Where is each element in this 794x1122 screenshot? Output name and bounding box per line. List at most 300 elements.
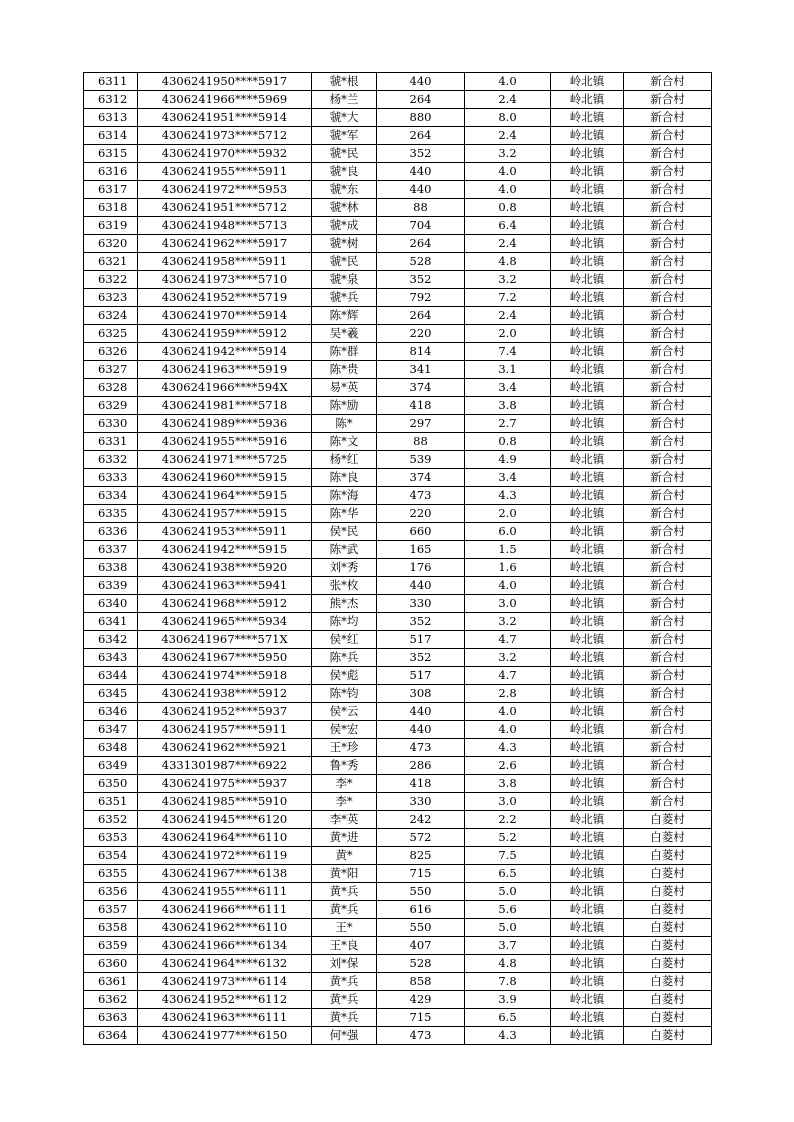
- name-cell: 黄*阳: [312, 865, 377, 883]
- name-cell: 吴*羲: [312, 325, 377, 343]
- table-row: [84, 325, 712, 343]
- table-row: [84, 577, 712, 595]
- village-cell: 新合村: [624, 289, 712, 307]
- village-cell: 新合村: [624, 145, 712, 163]
- town-cell: 岭北镇: [551, 775, 624, 793]
- id-number-cell: 4306241955****6111: [138, 883, 312, 901]
- amount-cell: 473: [377, 487, 465, 505]
- village-cell: 新合村: [624, 415, 712, 433]
- name-cell: 虢*良: [312, 163, 377, 181]
- village-cell: 新合村: [624, 523, 712, 541]
- village-cell: 白菱村: [624, 973, 712, 991]
- id-number-cell: 4306241963****6111: [138, 1009, 312, 1027]
- name-cell: 虢*民: [312, 145, 377, 163]
- village-cell: 白菱村: [624, 883, 712, 901]
- id-number-cell: 4306241963****5919: [138, 361, 312, 379]
- area-cell: 4.8: [465, 955, 551, 973]
- area-cell: 6.5: [465, 865, 551, 883]
- row-number-cell: 6349: [84, 757, 138, 775]
- village-cell: 新合村: [624, 271, 712, 289]
- village-cell: 新合村: [624, 721, 712, 739]
- name-cell: 虢*东: [312, 181, 377, 199]
- name-cell: 陈*海: [312, 487, 377, 505]
- area-cell: 3.4: [465, 469, 551, 487]
- town-cell: 岭北镇: [551, 559, 624, 577]
- area-cell: 4.0: [465, 721, 551, 739]
- village-cell: 白菱村: [624, 937, 712, 955]
- id-number-cell: 4306241948****5713: [138, 217, 312, 235]
- row-number-cell: 6340: [84, 595, 138, 613]
- amount-cell: 792: [377, 289, 465, 307]
- village-cell: 新合村: [624, 253, 712, 271]
- name-cell: 何*强: [312, 1027, 377, 1045]
- village-cell: 白菱村: [624, 865, 712, 883]
- table-row: [84, 289, 712, 307]
- table-row: [84, 919, 712, 937]
- name-cell: 刘*秀: [312, 559, 377, 577]
- table-row: [84, 433, 712, 451]
- village-cell: 新合村: [624, 235, 712, 253]
- table-row: [84, 73, 712, 91]
- row-number-cell: 6328: [84, 379, 138, 397]
- village-cell: 新合村: [624, 91, 712, 109]
- area-cell: 4.0: [465, 703, 551, 721]
- name-cell: 陈*辉: [312, 307, 377, 325]
- amount-cell: 297: [377, 415, 465, 433]
- table-row: [84, 811, 712, 829]
- id-number-cell: 4306241964****6110: [138, 829, 312, 847]
- village-cell: 新合村: [624, 649, 712, 667]
- town-cell: 岭北镇: [551, 667, 624, 685]
- town-cell: 岭北镇: [551, 1009, 624, 1027]
- amount-cell: 440: [377, 721, 465, 739]
- amount-cell: 407: [377, 937, 465, 955]
- name-cell: 虢*兵: [312, 289, 377, 307]
- village-cell: 新合村: [624, 739, 712, 757]
- area-cell: 3.9: [465, 991, 551, 1009]
- id-number-cell: 4306241973****5710: [138, 271, 312, 289]
- area-cell: 1.6: [465, 559, 551, 577]
- row-number-cell: 6356: [84, 883, 138, 901]
- village-cell: 白菱村: [624, 901, 712, 919]
- area-cell: 5.2: [465, 829, 551, 847]
- table-row: [84, 649, 712, 667]
- town-cell: 岭北镇: [551, 361, 624, 379]
- area-cell: 6.5: [465, 1009, 551, 1027]
- name-cell: 黄*兵: [312, 991, 377, 1009]
- name-cell: 陈*华: [312, 505, 377, 523]
- row-number-cell: 6320: [84, 235, 138, 253]
- town-cell: 岭北镇: [551, 307, 624, 325]
- row-number-cell: 6312: [84, 91, 138, 109]
- area-cell: 2.4: [465, 127, 551, 145]
- table-row: [84, 127, 712, 145]
- row-number-cell: 6345: [84, 685, 138, 703]
- table-row: [84, 667, 712, 685]
- table-row: [84, 901, 712, 919]
- name-cell: 熊*杰: [312, 595, 377, 613]
- area-cell: 4.3: [465, 739, 551, 757]
- village-cell: 新合村: [624, 307, 712, 325]
- id-number-cell: 4306241952****5937: [138, 703, 312, 721]
- village-cell: 白菱村: [624, 991, 712, 1009]
- row-number-cell: 6341: [84, 613, 138, 631]
- area-cell: 3.2: [465, 613, 551, 631]
- id-number-cell: 4306241962****5921: [138, 739, 312, 757]
- table-row: [84, 541, 712, 559]
- row-number-cell: 6313: [84, 109, 138, 127]
- id-number-cell: 4306241957****5911: [138, 721, 312, 739]
- area-cell: 3.2: [465, 145, 551, 163]
- town-cell: 岭北镇: [551, 991, 624, 1009]
- town-cell: 岭北镇: [551, 757, 624, 775]
- table-row: [84, 379, 712, 397]
- table-row: [84, 343, 712, 361]
- area-cell: 2.4: [465, 307, 551, 325]
- village-cell: 新合村: [624, 343, 712, 361]
- amount-cell: 440: [377, 703, 465, 721]
- amount-cell: 473: [377, 1027, 465, 1045]
- village-cell: 新合村: [624, 127, 712, 145]
- village-cell: 新合村: [624, 577, 712, 595]
- row-number-cell: 6358: [84, 919, 138, 937]
- amount-cell: 418: [377, 775, 465, 793]
- town-cell: 岭北镇: [551, 253, 624, 271]
- village-cell: 新合村: [624, 505, 712, 523]
- table-row: [84, 523, 712, 541]
- row-number-cell: 6318: [84, 199, 138, 217]
- area-cell: 2.6: [465, 757, 551, 775]
- row-number-cell: 6364: [84, 1027, 138, 1045]
- town-cell: 岭北镇: [551, 793, 624, 811]
- id-number-cell: 4306241950****5917: [138, 73, 312, 91]
- town-cell: 岭北镇: [551, 163, 624, 181]
- name-cell: 张*枚: [312, 577, 377, 595]
- name-cell: 鲁*秀: [312, 757, 377, 775]
- village-cell: 白菱村: [624, 919, 712, 937]
- name-cell: 侯*宏: [312, 721, 377, 739]
- area-cell: 3.4: [465, 379, 551, 397]
- amount-cell: 517: [377, 667, 465, 685]
- id-number-cell: 4306241962****5917: [138, 235, 312, 253]
- row-number-cell: 6334: [84, 487, 138, 505]
- name-cell: 李*英: [312, 811, 377, 829]
- village-cell: 新合村: [624, 703, 712, 721]
- id-number-cell: 4306241973****6114: [138, 973, 312, 991]
- table-row: [84, 469, 712, 487]
- town-cell: 岭北镇: [551, 649, 624, 667]
- table-row: [84, 631, 712, 649]
- area-cell: 2.7: [465, 415, 551, 433]
- village-cell: 新合村: [624, 433, 712, 451]
- row-number-cell: 6361: [84, 973, 138, 991]
- id-number-cell: 4306241938****5920: [138, 559, 312, 577]
- town-cell: 岭北镇: [551, 883, 624, 901]
- town-cell: 岭北镇: [551, 829, 624, 847]
- row-number-cell: 6311: [84, 73, 138, 91]
- row-number-cell: 6332: [84, 451, 138, 469]
- table-row: [84, 865, 712, 883]
- table-row: [84, 199, 712, 217]
- name-cell: 侯*彪: [312, 667, 377, 685]
- id-number-cell: 4306241959****5912: [138, 325, 312, 343]
- town-cell: 岭北镇: [551, 487, 624, 505]
- amount-cell: 220: [377, 325, 465, 343]
- town-cell: 岭北镇: [551, 811, 624, 829]
- row-number-cell: 6338: [84, 559, 138, 577]
- id-number-cell: 4306241957****5915: [138, 505, 312, 523]
- row-number-cell: 6352: [84, 811, 138, 829]
- id-number-cell: 4306241967****5950: [138, 649, 312, 667]
- village-cell: 白菱村: [624, 1009, 712, 1027]
- name-cell: 王*良: [312, 937, 377, 955]
- village-cell: 新合村: [624, 379, 712, 397]
- table-row: [84, 145, 712, 163]
- area-cell: 4.8: [465, 253, 551, 271]
- table-row: [84, 181, 712, 199]
- amount-cell: 341: [377, 361, 465, 379]
- id-number-cell: 4306241975****5937: [138, 775, 312, 793]
- town-cell: 岭北镇: [551, 289, 624, 307]
- town-cell: 岭北镇: [551, 397, 624, 415]
- id-number-cell: 4306241970****5932: [138, 145, 312, 163]
- name-cell: 虢*根: [312, 73, 377, 91]
- town-cell: 岭北镇: [551, 235, 624, 253]
- table-row: [84, 559, 712, 577]
- row-number-cell: 6330: [84, 415, 138, 433]
- data-table: [83, 72, 712, 1045]
- name-cell: 虢*树: [312, 235, 377, 253]
- name-cell: 侯*红: [312, 631, 377, 649]
- town-cell: 岭北镇: [551, 271, 624, 289]
- row-number-cell: 6321: [84, 253, 138, 271]
- id-number-cell: 4306241989****5936: [138, 415, 312, 433]
- table-row: [84, 451, 712, 469]
- village-cell: 新合村: [624, 397, 712, 415]
- area-cell: 4.0: [465, 73, 551, 91]
- table-row: [84, 487, 712, 505]
- town-cell: 岭北镇: [551, 955, 624, 973]
- amount-cell: 264: [377, 235, 465, 253]
- row-number-cell: 6353: [84, 829, 138, 847]
- name-cell: 黄*进: [312, 829, 377, 847]
- village-cell: 白菱村: [624, 955, 712, 973]
- amount-cell: 352: [377, 613, 465, 631]
- table-row: [84, 271, 712, 289]
- area-cell: 7.2: [465, 289, 551, 307]
- row-number-cell: 6314: [84, 127, 138, 145]
- area-cell: 3.0: [465, 793, 551, 811]
- row-number-cell: 6327: [84, 361, 138, 379]
- name-cell: 虢*泉: [312, 271, 377, 289]
- row-number-cell: 6331: [84, 433, 138, 451]
- amount-cell: 429: [377, 991, 465, 1009]
- id-number-cell: 4306241971****5725: [138, 451, 312, 469]
- row-number-cell: 6317: [84, 181, 138, 199]
- row-number-cell: 6339: [84, 577, 138, 595]
- village-cell: 白菱村: [624, 829, 712, 847]
- area-cell: 7.8: [465, 973, 551, 991]
- village-cell: 新合村: [624, 757, 712, 775]
- town-cell: 岭北镇: [551, 541, 624, 559]
- id-number-cell: 4306241967****571X: [138, 631, 312, 649]
- area-cell: 6.0: [465, 523, 551, 541]
- village-cell: 白菱村: [624, 847, 712, 865]
- name-cell: 陈*贵: [312, 361, 377, 379]
- id-number-cell: 4306241963****5941: [138, 577, 312, 595]
- name-cell: 王*珍: [312, 739, 377, 757]
- name-cell: 易*英: [312, 379, 377, 397]
- village-cell: 新合村: [624, 73, 712, 91]
- id-number-cell: 4306241985****5910: [138, 793, 312, 811]
- id-number-cell: 4306241952****5719: [138, 289, 312, 307]
- town-cell: 岭北镇: [551, 523, 624, 541]
- town-cell: 岭北镇: [551, 919, 624, 937]
- name-cell: 侯*民: [312, 523, 377, 541]
- id-number-cell: 4306241972****6119: [138, 847, 312, 865]
- amount-cell: 440: [377, 577, 465, 595]
- village-cell: 新合村: [624, 613, 712, 631]
- village-cell: 新合村: [624, 451, 712, 469]
- table-row: [84, 397, 712, 415]
- name-cell: 杨*红: [312, 451, 377, 469]
- town-cell: 岭北镇: [551, 109, 624, 127]
- name-cell: 黄*兵: [312, 1009, 377, 1027]
- amount-cell: 374: [377, 379, 465, 397]
- amount-cell: 220: [377, 505, 465, 523]
- amount-cell: 88: [377, 199, 465, 217]
- village-cell: 新合村: [624, 559, 712, 577]
- table-body: [84, 73, 712, 1045]
- area-cell: 4.7: [465, 631, 551, 649]
- area-cell: 2.0: [465, 505, 551, 523]
- id-number-cell: 4306241964****5915: [138, 487, 312, 505]
- name-cell: 陈*文: [312, 433, 377, 451]
- amount-cell: 418: [377, 397, 465, 415]
- town-cell: 岭北镇: [551, 451, 624, 469]
- village-cell: 新合村: [624, 631, 712, 649]
- id-number-cell: 4306241955****5916: [138, 433, 312, 451]
- row-number-cell: 6348: [84, 739, 138, 757]
- table-row: [84, 595, 712, 613]
- table-row: [84, 721, 712, 739]
- town-cell: 岭北镇: [551, 145, 624, 163]
- table-row: [84, 793, 712, 811]
- amount-cell: 352: [377, 145, 465, 163]
- id-number-cell: 4306241967****6138: [138, 865, 312, 883]
- amount-cell: 440: [377, 163, 465, 181]
- row-number-cell: 6319: [84, 217, 138, 235]
- amount-cell: 880: [377, 109, 465, 127]
- area-cell: 2.2: [465, 811, 551, 829]
- area-cell: 7.5: [465, 847, 551, 865]
- name-cell: 李*: [312, 793, 377, 811]
- row-number-cell: 6350: [84, 775, 138, 793]
- id-number-cell: 4306241942****5914: [138, 343, 312, 361]
- table-row: [84, 1027, 712, 1045]
- id-number-cell: 4306241972****5953: [138, 181, 312, 199]
- id-number-cell: 4306241942****5915: [138, 541, 312, 559]
- row-number-cell: 6336: [84, 523, 138, 541]
- area-cell: 0.8: [465, 199, 551, 217]
- name-cell: 虢*成: [312, 217, 377, 235]
- town-cell: 岭北镇: [551, 973, 624, 991]
- table-row: [84, 883, 712, 901]
- name-cell: 黄*兵: [312, 883, 377, 901]
- name-cell: 王*: [312, 919, 377, 937]
- town-cell: 岭北镇: [551, 613, 624, 631]
- table-row: [84, 829, 712, 847]
- amount-cell: 550: [377, 919, 465, 937]
- amount-cell: 165: [377, 541, 465, 559]
- id-number-cell: 4306241962****6110: [138, 919, 312, 937]
- area-cell: 5.0: [465, 919, 551, 937]
- row-number-cell: 6357: [84, 901, 138, 919]
- amount-cell: 517: [377, 631, 465, 649]
- area-cell: 0.8: [465, 433, 551, 451]
- amount-cell: 858: [377, 973, 465, 991]
- town-cell: 岭北镇: [551, 217, 624, 235]
- table-row: [84, 847, 712, 865]
- table-row: [84, 739, 712, 757]
- area-cell: 4.3: [465, 487, 551, 505]
- name-cell: 侯*云: [312, 703, 377, 721]
- village-cell: 新合村: [624, 181, 712, 199]
- id-number-cell: 4306241966****594X: [138, 379, 312, 397]
- id-number-cell: 4306241951****5712: [138, 199, 312, 217]
- row-number-cell: 6324: [84, 307, 138, 325]
- id-number-cell: 4306241952****6112: [138, 991, 312, 1009]
- id-number-cell: 4306241953****5911: [138, 523, 312, 541]
- amount-cell: 88: [377, 433, 465, 451]
- amount-cell: 528: [377, 253, 465, 271]
- row-number-cell: 6346: [84, 703, 138, 721]
- town-cell: 岭北镇: [551, 379, 624, 397]
- area-cell: 3.2: [465, 649, 551, 667]
- town-cell: 岭北镇: [551, 325, 624, 343]
- amount-cell: 308: [377, 685, 465, 703]
- table-row: [84, 307, 712, 325]
- amount-cell: 330: [377, 595, 465, 613]
- table-row: [84, 613, 712, 631]
- village-cell: 新合村: [624, 361, 712, 379]
- town-cell: 岭北镇: [551, 577, 624, 595]
- amount-cell: 814: [377, 343, 465, 361]
- row-number-cell: 6315: [84, 145, 138, 163]
- row-number-cell: 6354: [84, 847, 138, 865]
- id-number-cell: 4306241965****5934: [138, 613, 312, 631]
- town-cell: 岭北镇: [551, 1027, 624, 1045]
- table-row: [84, 253, 712, 271]
- row-number-cell: 6355: [84, 865, 138, 883]
- row-number-cell: 6333: [84, 469, 138, 487]
- area-cell: 4.3: [465, 1027, 551, 1045]
- table-row: [84, 955, 712, 973]
- village-cell: 新合村: [624, 667, 712, 685]
- amount-cell: 440: [377, 181, 465, 199]
- table-row: [84, 1009, 712, 1027]
- area-cell: 5.0: [465, 883, 551, 901]
- town-cell: 岭北镇: [551, 865, 624, 883]
- row-number-cell: 6342: [84, 631, 138, 649]
- row-number-cell: 6347: [84, 721, 138, 739]
- area-cell: 5.6: [465, 901, 551, 919]
- area-cell: 3.1: [465, 361, 551, 379]
- amount-cell: 704: [377, 217, 465, 235]
- amount-cell: 242: [377, 811, 465, 829]
- village-cell: 新合村: [624, 199, 712, 217]
- town-cell: 岭北镇: [551, 721, 624, 739]
